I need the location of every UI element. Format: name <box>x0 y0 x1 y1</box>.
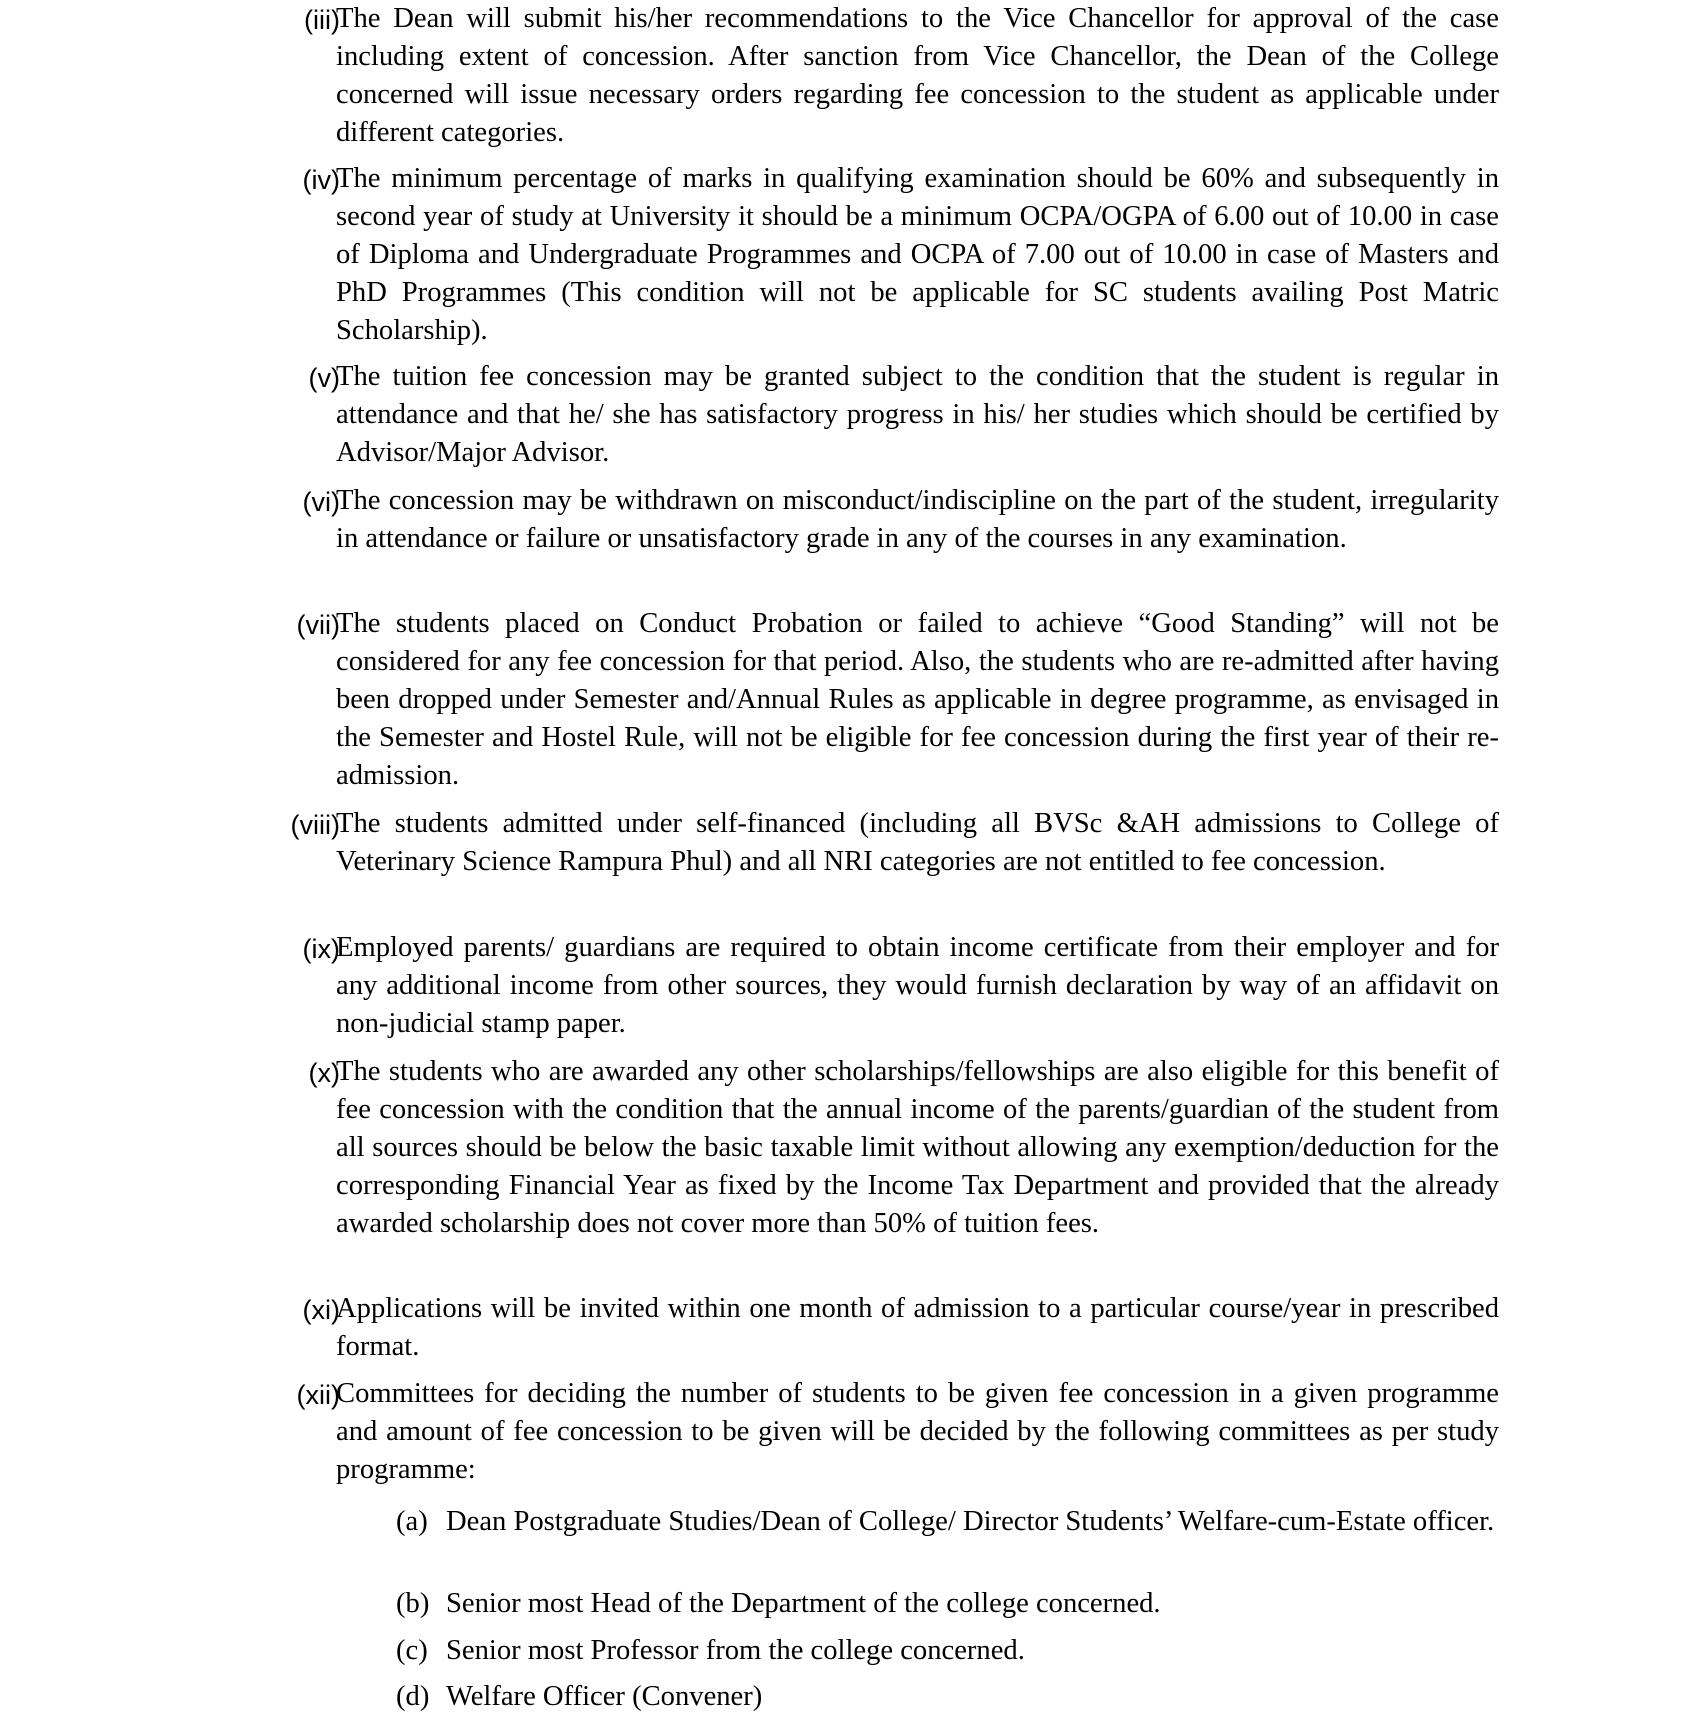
member-text: Senior most Head of the Department of the college concerned. <box>446 1588 1161 1619</box>
clause-text: The tuition fee concession may be granted subject to the condition that the student is regular in attendance and that he/ she has satisfactory progress in his/ her studies which should be certified by Advisor/Major Advisor. <box>336 361 1499 468</box>
clause-text: The Dean will submit his/her recommendations to the Vice Chancellor for approval of the case including extent of concession. After sanction from Vice Chancellor, the Dean of the College concerned will issue necessary orders regarding fee concession to the student as applicable under different categories. <box>336 3 1499 148</box>
clause-number: (x) <box>308 1058 340 1088</box>
clause-number: (ix) <box>302 934 340 964</box>
clause-number: (vi) <box>302 487 340 517</box>
clause-text: The minimum percentage of marks in qualifying examination should be 60% and subsequently in second year of study at University it should be a minimum OCPA/OGPA of 6.00 out of 10.00 in case of Diploma and Undergraduate Programmes and OCPA of 7.00 out of 10.00 in case of Masters and PhD Programmes (This condition will not be applicable for SC students availing Post Matric Scholarship). <box>336 163 1499 346</box>
member-letter: (b) <box>396 1588 430 1619</box>
clause-number: (iv) <box>302 165 340 195</box>
clause-number: (xii) <box>296 1380 340 1410</box>
member-letter: (d) <box>396 1681 430 1712</box>
clause-text: Employed parents/ guardians are required to obtain income certificate from their employer and for any additional income from other sources, they would furnish declaration by way of an affidavit on non-judicial stamp paper. <box>336 932 1499 1039</box>
member-letter: (a) <box>396 1506 428 1537</box>
clause-number: (vii) <box>296 610 340 640</box>
member-text: Dean Postgraduate Studies/Dean of College/ Director Students’ Welfare-cum-Estate officer. <box>446 1506 1495 1537</box>
clause-number: (v) <box>308 363 340 393</box>
clause-text: The concession may be withdrawn on misconduct/indiscipline on the part of the student, irregularity in attendance or failure or unsatisfactory grade in any of the courses in any examination. <box>336 485 1499 554</box>
clause-text: Committees for deciding the number of students to be given fee concession in a given programme and amount of fee concession to be given will be decided by the following committees as per study programme: <box>336 1378 1499 1485</box>
member-letter: (c) <box>396 1635 428 1666</box>
clause-text: The students admitted under self-financed (including all BVSc &AH admissions to College of Veterinary Science Rampura Phul) and all NRI categories are not entitled to fee concession. <box>336 808 1499 877</box>
clause-text: The students who are awarded any other scholarships/fellowships are also eligible for this benefit of fee concession with the condition that the annual income of the parents/guardian of the student from all sources should be below the basic taxable limit without allowing any exemption/deduction for the corresponding Financial Year as fixed by the Income Tax Department and provided that the already awarded scholarship does not cover more than 50% of tuition fees. <box>336 1056 1499 1239</box>
clause-number: (iii) <box>304 5 340 35</box>
clause-number: (xi) <box>302 1295 340 1325</box>
member-text: Senior most Professor from the college concerned. <box>446 1635 1025 1666</box>
member-text: Welfare Officer (Convener) <box>446 1681 763 1712</box>
clause-text: The students placed on Conduct Probation or failed to achieve “Good Standing” will not be considered for any fee concession for that period. Also, the students who are re-admitted after having been dropped under Semester and/Annual Rules as applicable in degree programme, as envisaged in the Semester and Hostel Rule, will not be eligible for fee concession during the first year of their re-admission. <box>336 608 1499 791</box>
clause-number: (viii) <box>290 810 340 840</box>
clause-text: Applications will be invited within one month of admission to a particular course/year in prescribed format. <box>336 1293 1499 1362</box>
